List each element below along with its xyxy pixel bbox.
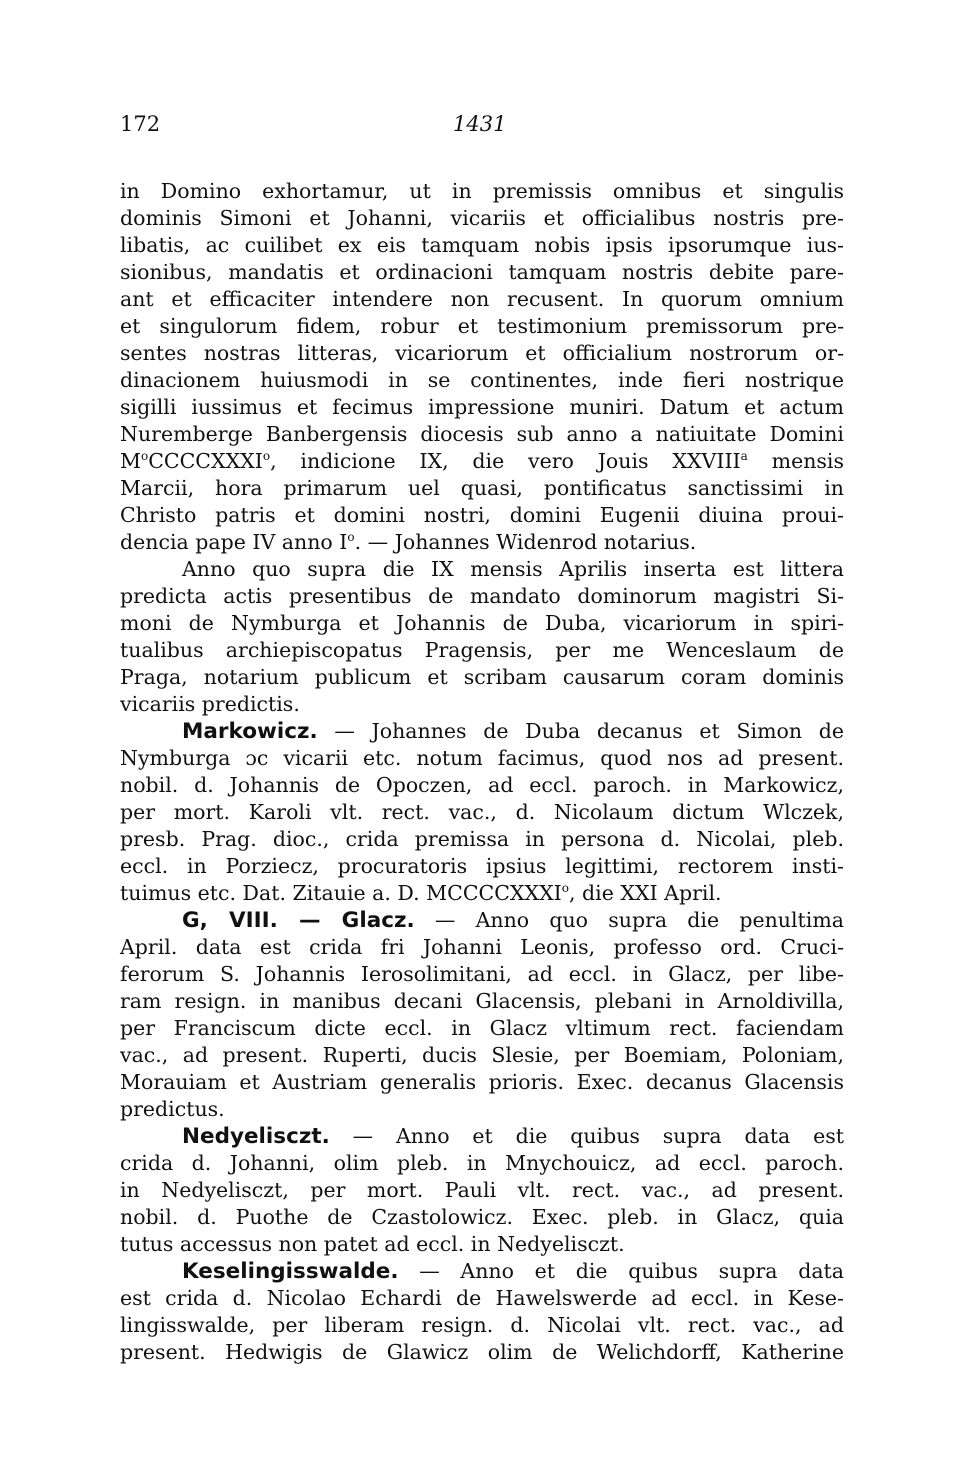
text-line bbox=[120, 745, 844, 772]
text-line bbox=[120, 421, 844, 448]
text-segment: Morauiam et Austriam generalis prioris. Exec. decanus Glacensis bbox=[120, 1070, 844, 1094]
text-line bbox=[120, 1258, 844, 1285]
text-segment: mensis bbox=[747, 449, 844, 473]
text-line bbox=[120, 205, 844, 232]
superscript: o bbox=[347, 530, 355, 545]
superscript: o bbox=[561, 881, 569, 896]
text-line bbox=[120, 1042, 844, 1069]
text-line bbox=[120, 610, 844, 637]
text-segment: per mort. Karoli vlt. rect. vac., d. Nicolaum dictum Wlczek, bbox=[120, 800, 844, 824]
text-line bbox=[120, 583, 844, 610]
text-segment: M bbox=[120, 449, 141, 473]
superscript: o bbox=[141, 449, 149, 464]
text-segment: , indicione IX, die vero Jouis XXVIII bbox=[270, 449, 741, 473]
text-segment: tualibus archiepiscopatus Pragensis, per me Wenceslaum de bbox=[120, 638, 844, 662]
text-segment: vicariis predictis. bbox=[120, 692, 300, 716]
text-line bbox=[120, 556, 844, 583]
text-segment: in Nedyelisczt, per mort. Pauli vlt. rect. vac., ad present. bbox=[120, 1178, 844, 1202]
text-segment: tutus accessus non patet ad eccl. in Nedyelisczt. bbox=[120, 1232, 625, 1256]
text-line bbox=[120, 961, 844, 988]
text-line bbox=[120, 448, 844, 475]
text-line bbox=[120, 529, 844, 556]
text-line bbox=[120, 907, 844, 934]
text-segment: dominis Simoni et Johanni, vicariis et officialibus nostris pre- bbox=[120, 206, 844, 230]
text-line bbox=[120, 1285, 844, 1312]
text-segment: in Domino exhortamur, ut in premissis omnibus et singulis bbox=[120, 179, 844, 203]
text-segment: est crida d. Nicolao Echardi de Hawelswerde ad eccl. in Kese- bbox=[120, 1286, 844, 1310]
text-segment: lingisswalde, per liberam resign. d. Nicolai vlt. rect. vac., ad bbox=[120, 1313, 844, 1337]
text-line bbox=[120, 340, 844, 367]
text-line bbox=[120, 826, 844, 853]
text-line bbox=[120, 232, 844, 259]
text-line bbox=[120, 691, 844, 718]
text-line bbox=[120, 934, 844, 961]
text-line bbox=[120, 259, 844, 286]
text-segment: predicta actis presentibus de mandato dominorum magistri Si- bbox=[120, 584, 844, 608]
text-line bbox=[120, 1069, 844, 1096]
text-line bbox=[120, 718, 844, 745]
text-segment: predictus. bbox=[120, 1097, 225, 1121]
entry-heading: Markowicz. bbox=[182, 719, 318, 744]
text-segment: sigilli iussimus et fecimus impressione muniri. Datum et actum bbox=[120, 395, 844, 419]
text-segment: — Anno et die quibus supra data bbox=[398, 1259, 844, 1283]
text-segment: April. data est crida fri Johanni Leonis, professo ord. Cruci- bbox=[120, 935, 844, 959]
text-line bbox=[120, 286, 844, 313]
text-segment: Nuremberge Banbergensis diocesis sub anno a natiuitate Domini bbox=[120, 422, 844, 446]
text-line bbox=[120, 1312, 844, 1339]
text-segment: per Franciscum dicte eccl. in Glacz vltimum rect. faciendam bbox=[120, 1016, 844, 1040]
page-header bbox=[120, 112, 844, 142]
superscript: o bbox=[262, 449, 271, 464]
running-head-year: 1431 bbox=[453, 112, 507, 136]
text-line bbox=[120, 178, 844, 205]
text-segment: sionibus, mandatis et ordinacioni tamquam nostris debite pare- bbox=[120, 260, 844, 284]
text-line bbox=[120, 880, 844, 907]
entry-heading: Keselingisswalde. bbox=[182, 1259, 399, 1284]
text-segment: — Anno quo supra die penultima bbox=[414, 908, 845, 932]
text-segment: ferorum S. Johannis Ierosolimitani, ad eccl. in Glacz, per libe- bbox=[120, 962, 844, 986]
superscript: a bbox=[740, 449, 748, 464]
entry-heading: G, VIII. — Glacz. bbox=[182, 908, 415, 933]
text-segment: Christo patris et domini nostri, domini Eugenii diuina proui- bbox=[120, 503, 844, 527]
text-segment: sentes nostras litteras, vicariorum et officialium nostrorum or- bbox=[120, 341, 844, 365]
text-segment: Anno quo supra die IX mensis Aprilis inserta est littera bbox=[182, 557, 844, 581]
text-segment: nobil. d. Johannis de Opoczen, ad eccl. paroch. in Markowicz, bbox=[120, 773, 844, 797]
text-line bbox=[120, 313, 844, 340]
text-line bbox=[120, 394, 844, 421]
text-segment: ram resign. in manibus decani Glacensis, plebani in Arnoldivilla, bbox=[120, 989, 844, 1013]
text-segment: Marcii, hora primarum uel quasi, pontificatus sanctissimi in bbox=[120, 476, 844, 500]
text-line bbox=[120, 1150, 844, 1177]
page-number: 172 bbox=[120, 112, 161, 136]
text-segment: libatis, ac cuilibet ex eis tamquam nobis ipsis ipsorumque ius- bbox=[120, 233, 844, 257]
text-line bbox=[120, 1339, 844, 1366]
text-line bbox=[120, 988, 844, 1015]
text-segment: presb. Prag. dioc., crida premissa in persona d. Nicolai, pleb. bbox=[120, 827, 844, 851]
text-line bbox=[120, 1015, 844, 1042]
text-line bbox=[120, 475, 844, 502]
text-segment: , die XXI April. bbox=[569, 881, 722, 905]
text-segment: tuimus etc. Dat. Zitauie a. D. MCCCCXXXI bbox=[120, 881, 562, 905]
text-segment: Nymburga ɔc vicarii etc. notum facimus, quod nos ad present. bbox=[120, 746, 844, 770]
text-segment: nobil. d. Puothe de Czastolowicz. Exec. pleb. in Glacz, quia bbox=[120, 1205, 844, 1229]
text-line bbox=[120, 502, 844, 529]
text-segment: dencia pape IV anno I bbox=[120, 530, 348, 554]
text-line bbox=[120, 853, 844, 880]
text-line bbox=[120, 1096, 844, 1123]
text-line bbox=[120, 637, 844, 664]
text-segment: crida d. Johanni, olim pleb. in Mnychouicz, ad eccl. paroch. bbox=[120, 1151, 844, 1175]
text-segment: present. Hedwigis de Glawicz olim de Welichdorff, Katherine bbox=[120, 1340, 844, 1364]
text-segment: — Johannes de Duba decanus et Simon de bbox=[317, 719, 844, 743]
text-line bbox=[120, 1204, 844, 1231]
text-segment: eccl. in Porziecz, procuratoris ipsius legittimi, rectorem insti- bbox=[120, 854, 844, 878]
text-line bbox=[120, 367, 844, 394]
text-segment: vac., ad present. Ruperti, ducis Slesie, per Boemiam, Poloniam, bbox=[120, 1043, 844, 1067]
text-line bbox=[120, 799, 844, 826]
text-line bbox=[120, 1231, 844, 1258]
text-segment: CCCCXXXI bbox=[148, 449, 263, 473]
text-line bbox=[120, 664, 844, 691]
entry-heading: Nedyelisczt. bbox=[182, 1124, 330, 1149]
text-segment: . — Johannes Widenrod notarius. bbox=[354, 530, 697, 554]
text-segment: et singulorum fidem, robur et testimonium premissorum pre- bbox=[120, 314, 844, 338]
text-segment: ant et efficaciter intendere non recusent. In quorum omnium bbox=[120, 287, 844, 311]
text-line bbox=[120, 1123, 844, 1150]
text-segment: moni de Nymburga et Johannis de Duba, vicariorum in spiri- bbox=[120, 611, 844, 635]
text-segment: — Anno et die quibus supra data est bbox=[329, 1124, 844, 1148]
text-line bbox=[120, 772, 844, 799]
document-page bbox=[120, 112, 844, 1366]
text-segment: dinacionem huiusmodi in se continentes, inde fieri nostrique bbox=[120, 368, 844, 392]
text-line bbox=[120, 1177, 844, 1204]
body-text bbox=[120, 178, 844, 1366]
text-segment: Praga, notarium publicum et scribam causarum coram dominis bbox=[120, 665, 844, 689]
